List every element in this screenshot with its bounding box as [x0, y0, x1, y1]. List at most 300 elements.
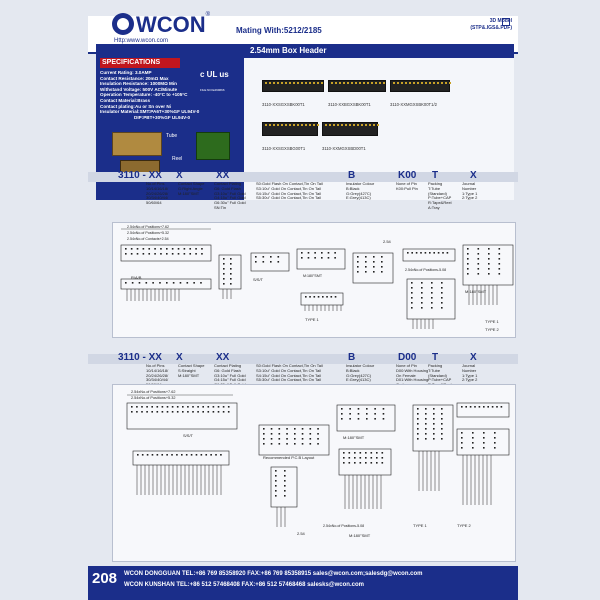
- pin-mark: [162, 411, 164, 413]
- right-top-view: [457, 403, 509, 417]
- product-image: [390, 80, 450, 92]
- pin-mark: [483, 406, 485, 408]
- pin-mark: [154, 253, 156, 255]
- pin-mark: [271, 438, 273, 440]
- pin-mark: [382, 452, 384, 454]
- dimension-label: 2.54xNo.of Positions+5.32: [127, 231, 170, 235]
- pin-mark: [441, 438, 443, 440]
- pin-mark: [310, 443, 312, 445]
- code-field-line: D01:With Housing: [396, 377, 429, 383]
- pin-mark: [196, 454, 198, 456]
- drawing-2-svg: [113, 385, 517, 563]
- part-code-segment: T: [432, 170, 439, 181]
- dimension-label: Recommended P.C.B Layout: [263, 455, 315, 460]
- pin-mark: [354, 462, 356, 464]
- pin-mark: [349, 418, 351, 420]
- pin-mark: [357, 271, 359, 273]
- pin-mark: [433, 408, 435, 410]
- pin-mark: [218, 406, 220, 408]
- code-field-plating2: [256, 364, 323, 383]
- pin-mark: [275, 495, 277, 497]
- spec-line: Contact plating:Au or Sn over Ni: [100, 103, 171, 109]
- pin-mark: [354, 452, 356, 454]
- pin-mark: [478, 268, 480, 270]
- dimension-label: TYPE 1: [413, 523, 427, 528]
- part-code-segment: X: [470, 352, 477, 363]
- pin-mark: [201, 248, 203, 250]
- pin-mark: [461, 437, 463, 439]
- pin-mark: [255, 261, 257, 263]
- code-field-line: G6:30u" Full Gold: [214, 200, 246, 206]
- pin-mark: [136, 411, 138, 413]
- pin-mark: [193, 282, 195, 284]
- header-front-view: [121, 279, 211, 289]
- pin-mark: [142, 454, 144, 456]
- pin-mark: [492, 406, 494, 408]
- pin-mark: [441, 433, 443, 435]
- pin-mark: [441, 428, 443, 430]
- pin-mark: [230, 268, 232, 270]
- pin-mark: [417, 413, 419, 415]
- pin-mark: [146, 282, 148, 284]
- pin-mark: [301, 252, 303, 254]
- dimension-label: 2.54xNo.of Positions+7.62: [127, 225, 170, 229]
- pin-mark: [365, 462, 367, 464]
- pin-mark: [279, 428, 281, 430]
- product-label: 3110-XXMGXSBD00T1: [322, 146, 366, 151]
- pin-mark: [433, 413, 435, 415]
- pin-mark: [349, 408, 351, 410]
- part-code-segment: X: [470, 170, 477, 181]
- code-field-shape: [178, 364, 204, 378]
- code-field-line: B:Black: [346, 367, 360, 373]
- pin-mark: [461, 406, 463, 408]
- side-profile: [407, 279, 455, 319]
- pin-mark: [178, 253, 180, 255]
- pin-mark: [263, 443, 265, 445]
- pin-mark: [213, 411, 215, 413]
- pin-mark: [417, 433, 419, 435]
- pin-mark: [137, 248, 139, 250]
- pin-mark: [230, 258, 232, 260]
- pin-mark: [360, 452, 362, 454]
- pin-mark: [425, 252, 427, 254]
- code-field-line: 1:Type 1: [462, 190, 478, 196]
- pin-mark: [478, 273, 480, 275]
- pin-mark: [341, 418, 343, 420]
- code-field-peg: [396, 182, 418, 192]
- code-field-line: K00:Pull Pin: [396, 185, 418, 191]
- code-field-line: 1:Type 1: [462, 372, 478, 378]
- code-field-line: Number: [462, 185, 477, 191]
- pin-mark: [167, 406, 169, 408]
- pin-mark: [208, 411, 210, 413]
- pin-mark: [184, 248, 186, 250]
- pin-mark: [354, 457, 356, 459]
- pin-mark: [172, 248, 174, 250]
- code-field-line: 30/34/40/44/: [146, 195, 169, 201]
- code-field-line: 10/14/16/18/: [146, 367, 169, 373]
- code-field-line: P:Tube+CAP: [428, 195, 452, 201]
- pin-mark: [139, 282, 141, 284]
- pin-mark: [278, 256, 280, 258]
- pin-mark: [166, 282, 168, 284]
- code-field-line: S4:15u" Gold On Contact,Tin On Tail: [256, 372, 322, 378]
- code-field-packing: [428, 182, 452, 211]
- pin-mark: [294, 428, 296, 430]
- code-field-line: G:Grey(427C): [346, 190, 372, 196]
- pin-mark: [425, 418, 427, 420]
- pin-mark: [417, 428, 419, 430]
- pin-layout: [403, 249, 455, 261]
- pin-mark: [441, 297, 443, 299]
- pin-mark: [425, 438, 427, 440]
- code-field-line: S0:Gold Flash On Contact,Tin On Tail: [256, 363, 323, 368]
- technical-drawing-2: [112, 384, 516, 562]
- pin-mark: [278, 261, 280, 263]
- ul-cert-icon: c UL us: [200, 70, 229, 79]
- pin-mark: [271, 428, 273, 430]
- pin-mark: [255, 256, 257, 258]
- pin-mark: [220, 454, 222, 456]
- pin-mark: [417, 438, 419, 440]
- pin-mark: [494, 447, 496, 449]
- pin-mark: [157, 454, 159, 456]
- brand-url[interactable]: Http:www.wcon.com: [114, 38, 169, 44]
- pin-mark: [125, 248, 127, 250]
- pin-mark: [382, 457, 384, 459]
- pin-mark: [421, 297, 423, 299]
- pin-mark: [433, 428, 435, 430]
- pin-mark: [271, 443, 273, 445]
- code-field-line: No.of Pins: [146, 363, 165, 368]
- pin-mark: [376, 462, 378, 464]
- code-field-line: (Standard): [428, 372, 447, 378]
- code-field-line: On Female: [396, 372, 416, 378]
- footer-contact-dongguan: WCON DONGGUAN TEL:+86 769 85358920 FAX:+86 769 85358915 sales@wcon.com;salesdg@wcon.com: [124, 571, 423, 577]
- code-field-line: R:Tape&Reel: [428, 200, 452, 206]
- pin-mark: [441, 413, 443, 415]
- pin-mark: [374, 418, 376, 420]
- pin-mark: [421, 307, 423, 309]
- part-code-segment: XX: [216, 352, 230, 363]
- code-field-line: G3:10u" Full Gold: [214, 372, 246, 378]
- pin-mark: [483, 437, 485, 439]
- pin-mark: [431, 302, 433, 304]
- pin-mark: [195, 248, 197, 250]
- pin-mark: [467, 248, 469, 250]
- pin-mark: [172, 406, 174, 408]
- pin-mark: [365, 256, 367, 258]
- pin-mark: [425, 413, 427, 415]
- product-image: [328, 80, 386, 92]
- right-margin: [518, 0, 600, 600]
- code-field-insulator: [346, 364, 374, 383]
- spec-list: [100, 70, 240, 120]
- code-field-line: No.of Pins: [146, 181, 165, 186]
- pin-mark: [197, 411, 199, 413]
- pin-mark: [187, 411, 189, 413]
- pin-mark: [425, 428, 427, 430]
- pin-mark: [143, 253, 145, 255]
- pin-mark: [441, 307, 443, 309]
- pin-mark: [167, 411, 169, 413]
- pin-mark: [263, 438, 265, 440]
- pin-mark: [499, 253, 501, 255]
- pin-mark: [474, 406, 476, 408]
- code-field-line: S5:30u" Gold On Contact,Tin On Tail: [256, 195, 322, 201]
- pin-mark: [182, 411, 184, 413]
- pin-mark: [275, 480, 277, 482]
- pin-mark: [331, 296, 333, 298]
- pin-mark: [328, 252, 330, 254]
- pin-mark: [166, 253, 168, 255]
- spec-heading: SPECIFICATIONS: [100, 58, 180, 68]
- pin-mark: [371, 462, 373, 464]
- pin-mark: [429, 252, 431, 254]
- pin-mark: [263, 428, 265, 430]
- part-code-segment: X: [176, 352, 183, 363]
- pin-mark: [488, 253, 490, 255]
- pin-mark: [360, 457, 362, 459]
- pin-mark: [284, 470, 286, 472]
- left-margin: [0, 0, 88, 600]
- pin-mark: [275, 485, 277, 487]
- product-label: 3110-XXSGXSBG00T1: [262, 146, 306, 151]
- pin-mark: [472, 432, 474, 434]
- code-field-line: P:Tube+CAP: [428, 377, 452, 383]
- code-field-line: Insulator Colour: [346, 363, 375, 368]
- pin-mark: [317, 443, 319, 445]
- pin-mark: [488, 273, 490, 275]
- part-code-prefix-1: 3110 - XX: [118, 170, 162, 181]
- pin-mark: [205, 454, 207, 456]
- code-field-plating2: [256, 182, 323, 201]
- pin-mark: [461, 442, 463, 444]
- pin-mark: [162, 406, 164, 408]
- right-view: [463, 245, 513, 285]
- dimension-label: R/A/B: [131, 275, 142, 280]
- pin-mark: [373, 266, 375, 268]
- code-field-line: S4:15u" Gold On Contact,Tin On Tail: [256, 190, 322, 196]
- pin-mark: [358, 408, 360, 410]
- code-field-line: Insulator Colour: [346, 181, 375, 186]
- pin-mark: [146, 406, 148, 408]
- pin-mark: [230, 273, 232, 275]
- pin-mark: [357, 261, 359, 263]
- code-field-line: Journal: [462, 181, 476, 186]
- pin-mark: [284, 480, 286, 482]
- pin-mark: [417, 423, 419, 425]
- pin-mark: [223, 268, 225, 270]
- pin-mark: [314, 257, 316, 259]
- pin-mark: [302, 428, 304, 430]
- pin-mark: [433, 438, 435, 440]
- part-code-segment: T: [432, 352, 439, 363]
- pin-mark: [411, 252, 413, 254]
- code-field-line: D00:With Housing: [396, 367, 429, 373]
- pin-mark: [383, 413, 385, 415]
- pin-mark: [365, 261, 367, 263]
- spec-line: Operation Temperature: -40°C to +105°C: [100, 92, 188, 98]
- pin-mark: [494, 442, 496, 444]
- pin-mark: [441, 282, 443, 284]
- pin-mark: [420, 252, 422, 254]
- pin-mark: [228, 406, 230, 408]
- dimension-label: TYPE 2: [457, 523, 471, 528]
- pin-mark: [441, 423, 443, 425]
- pin-mark: [210, 454, 212, 456]
- pin-mark: [279, 433, 281, 435]
- pin-mark: [411, 307, 413, 309]
- pin-mark: [431, 307, 433, 309]
- code-field-line: E:Grey(413C): [346, 195, 371, 201]
- code-field-shape: [178, 182, 204, 196]
- code-field-line: Contact Shape: [178, 181, 205, 186]
- pin-mark: [186, 454, 188, 456]
- pin-mark: [308, 257, 310, 259]
- pin-mark: [213, 406, 215, 408]
- pin-mark: [431, 297, 433, 299]
- pin-mark: [141, 411, 143, 413]
- pin-mark: [208, 406, 210, 408]
- pin-mark: [302, 433, 304, 435]
- pin-mark: [301, 257, 303, 259]
- pin-mark: [178, 248, 180, 250]
- pin-mark: [441, 408, 443, 410]
- pin-mark: [263, 433, 265, 435]
- pin-mark: [461, 447, 463, 449]
- pin-mark: [131, 406, 133, 408]
- code-field-line: G:Grey(427C): [346, 372, 372, 378]
- cube-icon[interactable]: [502, 18, 510, 26]
- dimension-label: M:180°SMT: [349, 533, 371, 538]
- pin-mark: [192, 406, 194, 408]
- pin-mark: [279, 443, 281, 445]
- code-field-line: G3:10u" Full Gold: [214, 190, 246, 196]
- pin-mark: [151, 411, 153, 413]
- pin-mark: [275, 470, 277, 472]
- pin-mark: [189, 248, 191, 250]
- pin-mark: [467, 258, 469, 260]
- pin-mark: [374, 408, 376, 410]
- dimension-label: 2.54xNo.of Positions+5.32: [131, 396, 176, 400]
- pin-mark: [310, 433, 312, 435]
- pin-mark: [365, 457, 367, 459]
- code-field-line: G6: Gold Flash: [214, 185, 241, 191]
- pin-mark: [499, 268, 501, 270]
- pin-mark: [483, 442, 485, 444]
- pin-mark: [223, 411, 225, 413]
- pin-mark: [160, 248, 162, 250]
- pin-mark: [154, 248, 156, 250]
- code-field-line: 2:Type 2: [462, 195, 478, 201]
- mating-with: Mating With:5212/2185: [236, 26, 322, 35]
- code-field-line: 50/60/64: [146, 200, 162, 206]
- pin-mark: [310, 438, 312, 440]
- pin-mark: [383, 408, 385, 410]
- pin-mark: [470, 406, 472, 408]
- pin-mark: [411, 292, 413, 294]
- pin-mark: [275, 475, 277, 477]
- pin-mark: [499, 263, 501, 265]
- code-field-line: None of Pin: [396, 181, 417, 186]
- pin-mark: [349, 452, 351, 454]
- pin-mark: [479, 406, 481, 408]
- brand-name: WCON: [136, 12, 206, 37]
- page-title: 2.54mm Box Header: [250, 46, 327, 55]
- pin-mark: [381, 256, 383, 258]
- pin-mark: [146, 411, 148, 413]
- pin-mark: [181, 454, 183, 456]
- pin-mark: [197, 406, 199, 408]
- code-field-line: G4:15u" Full Gold: [214, 377, 246, 383]
- code-field-line: None of Pin: [396, 363, 417, 368]
- pin-mark: [467, 273, 469, 275]
- dimension-label: 2.54xNo.of Positions-5.08: [323, 524, 365, 528]
- pin-mark: [223, 273, 225, 275]
- pin-mark: [270, 261, 272, 263]
- pin-mark: [125, 282, 127, 284]
- pin-mark: [308, 252, 310, 254]
- code-field-line: A:Tray: [428, 204, 440, 210]
- pin-mark: [417, 408, 419, 410]
- pin-mark: [202, 411, 204, 413]
- pin-mark: [465, 406, 467, 408]
- pin-mark: [494, 432, 496, 434]
- pin-mark: [441, 302, 443, 304]
- code-field-line: S5:30u" Gold On Contact,Tin On Tail: [256, 377, 322, 383]
- code-field-journal: [462, 182, 477, 201]
- footer-contact-kunshan: WCON KUNSHAN TEL:+86 512 57468408 FAX:+86 512 57468468 salesks@wcon.com: [124, 582, 364, 588]
- part-code-prefix-2: 3110 - XX: [118, 352, 162, 363]
- pin-mark: [365, 452, 367, 454]
- pin-mark: [472, 437, 474, 439]
- pin-mark: [230, 263, 232, 265]
- product-image: [262, 122, 318, 136]
- pin-mark: [131, 248, 133, 250]
- pin-mark: [132, 282, 134, 284]
- pin-mark: [411, 302, 413, 304]
- pin-mark: [195, 253, 197, 255]
- pin-mark: [499, 248, 501, 250]
- code-field-line: 20/24/26/28/: [146, 190, 169, 196]
- pin-mark: [365, 271, 367, 273]
- pin-mark: [373, 256, 375, 258]
- model-3d-formats: (STP&.IGS&.PDF): [470, 25, 512, 31]
- part-code-segment: B: [348, 352, 356, 363]
- product-image: [262, 80, 324, 92]
- spec-line: Insulator Material:SMT:PA6T+30%GF UL94V-0: [100, 109, 200, 115]
- code-field-line: G4:15u" Full Gold: [214, 195, 246, 201]
- pin-mark: [478, 258, 480, 260]
- smt-front-view: [301, 293, 343, 305]
- pin-mark: [343, 457, 345, 459]
- pin-mark: [381, 266, 383, 268]
- pin-mark: [488, 258, 490, 260]
- pin-mark: [483, 432, 485, 434]
- reel-label: Reel: [172, 156, 183, 162]
- dimension-label: M:180°SMT: [303, 274, 323, 278]
- pin-mark: [472, 442, 474, 444]
- dimension-label: 2.54xNo.of Positions+7.62: [131, 390, 176, 394]
- pin-mark: [284, 490, 286, 492]
- pin-mark: [431, 282, 433, 284]
- code-field-line: Packing: [428, 363, 443, 368]
- pin-mark: [441, 418, 443, 420]
- pin-mark: [177, 406, 179, 408]
- pin-mark: [223, 258, 225, 260]
